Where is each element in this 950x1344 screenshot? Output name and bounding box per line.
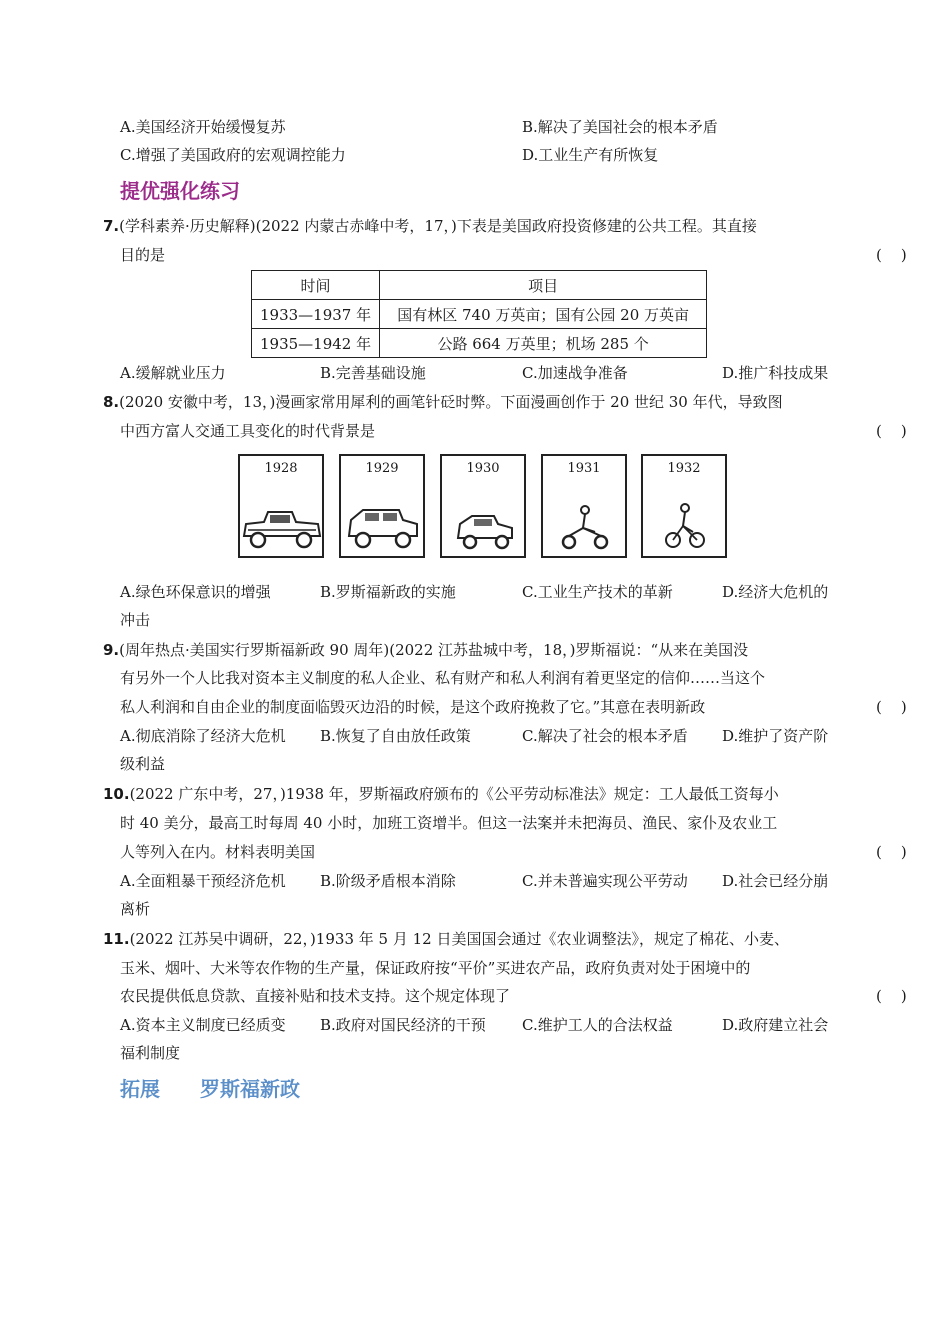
limousine-icon [242,502,322,552]
question-number: 11. [103,930,130,948]
option-c[interactable]: C.并未普遍实现公平劳动 [522,872,688,890]
table-cell: 国有林区 740 万英亩；国有公园 20 万英亩 [380,300,707,329]
bicycle-icon [645,502,725,552]
question-number: 9. [103,641,120,659]
extension-title: 罗斯福新政 [200,1077,300,1101]
cartoon-panel-1929 [339,454,425,558]
question-text: (2020 安徽中考，13，)漫画家常用犀利的画笔针砭时弊。下面漫画创作于 20 世纪 30 年代，导致图 [119,393,783,411]
question-10-stem-line2: 时 40 美分，最高工时每周 40 小时，加班工资增半。但这一法案并未把海员、渔民、家仆及农业工 [120,814,778,832]
option-b[interactable]: B.政府对国民经济的干预 [320,1016,486,1034]
question-text: (2022 广东中考，27，)1938 年，罗斯福政府颁布的《公平劳动标准法》规定：工人最低工资每小 [129,785,779,803]
question-9-stem-line3: 私人利润和自由企业的制度面临毁灭边沿的时候，是这个政府挽救了它。”其意在表明新政 [120,698,706,716]
table-cell: 公路 664 万英里；机场 285 个 [380,329,707,358]
question-text: (2022 江苏吴中调研，22，)1933 年 5 月 12 日美国国会通过《农业调整法》，规定了棉花、小麦、 [129,930,789,948]
question-8-stem [103,392,783,412]
table-header: 时间 [252,271,380,300]
cartoon-panel-1931 [541,454,627,558]
question-11-stem-line2: 玉米、烟叶、大米等农作物的生产量，保证政府按“平价”买进农产品，政府负责对处于困境中的 [120,959,751,977]
question-7-stem-line2: 目的是 [120,246,166,264]
option-a[interactable]: A.彻底消除了经济大危机 [120,727,286,745]
table-header: 项目 [380,271,707,300]
option-d[interactable]: D.经济大危机的 [722,583,829,601]
question-9-stem [103,640,748,660]
question-11-stem [103,929,789,949]
option-d[interactable]: D.政府建立社会 [722,1016,829,1034]
table-cell: 1933—1937 年 [252,300,380,329]
extension-heading [120,1073,300,1102]
prev-option-a: A.美国经济开始缓慢复苏 [120,118,286,136]
public-works-table [251,270,707,358]
cartoon-panel-1932 [641,454,727,558]
panel-year: 1932 [667,461,701,476]
option-d[interactable]: D.推广科技成果 [722,364,829,382]
panel-year: 1928 [264,461,298,476]
panel-year: 1931 [567,461,601,476]
section-title: 提优强化练习 [120,179,240,203]
answer-blank[interactable]: ( ) [876,843,907,861]
extension-label: 拓展 [120,1077,160,1101]
option-c[interactable]: C.解决了社会的根本矛盾 [522,727,688,745]
cartoon-panel-1930 [440,454,526,558]
table-header-row [252,271,707,300]
small-car-icon [444,502,524,552]
option-b[interactable]: B.阶级矛盾根本消除 [320,872,456,890]
question-10-stem-line3: 人等列入在内。材料表明美国 [120,843,316,861]
question-10-stem [103,784,779,804]
option-d[interactable]: D.社会已经分崩 [722,872,829,890]
question-text: (周年热点·美国实行罗斯福新政 90 周年)(2022 江苏盐城中考，18，)罗斯福说：“从来在美国没 [119,641,749,659]
table-cell: 1935—1942 年 [252,329,380,358]
option-c[interactable]: C.加速战争准备 [522,364,628,382]
option-b[interactable]: B.罗斯福新政的实施 [320,583,456,601]
prev-option-d: D.工业生产有所恢复 [522,146,659,164]
question-number: 7. [103,217,120,235]
option-a[interactable]: A.缓解就业压力 [120,364,226,382]
motorcycle-icon [545,502,625,552]
option-a[interactable]: A.全面粗暴干预经济危机 [120,872,286,890]
panel-year: 1929 [365,461,399,476]
table-row [252,300,707,329]
question-8-stem-line2: 中西方富人交通工具变化的时代背景是 [120,422,376,440]
cartoon-panel-1928 [238,454,324,558]
option-b[interactable]: B.恢复了自由放任政策 [320,727,471,745]
option-a[interactable]: A.绿色环保意识的增强 [120,583,271,601]
prev-option-b: B.解决了美国社会的根本矛盾 [522,118,718,136]
question-number: 10. [103,785,130,803]
sedan-icon [343,502,423,552]
prev-option-c: C.增强了美国政府的宏观调控能力 [120,146,346,164]
question-text: (学科素养·历史解释)(2022 内蒙古赤峰中考，17，)下表是美国政府投资修建的公共工程。其直接 [119,217,757,235]
question-11-stem-line3: 农民提供低息贷款、直接补贴和技术支持。这个规定体现了 [120,987,511,1005]
option-c[interactable]: C.维护工人的合法权益 [522,1016,673,1034]
option-b[interactable]: B.完善基础设施 [320,364,426,382]
question-9-stem-line2: 有另外一个人比我对资本主义制度的私人企业、私有财产和私人利润有着更坚定的信仰……当这个 [120,669,766,687]
option-d-continued: 级利益 [120,755,166,773]
option-a[interactable]: A.资本主义制度已经质变 [120,1016,286,1034]
answer-blank[interactable]: ( ) [876,698,907,716]
question-7-stem [103,216,757,236]
answer-blank[interactable]: ( ) [876,246,907,264]
option-d-continued: 冲击 [120,611,151,629]
option-c[interactable]: C.工业生产技术的革新 [522,583,673,601]
table-row [252,329,707,358]
answer-blank[interactable]: ( ) [876,987,907,1005]
option-d-continued: 离析 [120,900,151,918]
option-d-continued: 福利制度 [120,1044,181,1062]
answer-blank[interactable]: ( ) [876,422,907,440]
option-d[interactable]: D.维护了资产阶 [722,727,829,745]
panel-year: 1930 [466,461,500,476]
question-number: 8. [103,393,120,411]
